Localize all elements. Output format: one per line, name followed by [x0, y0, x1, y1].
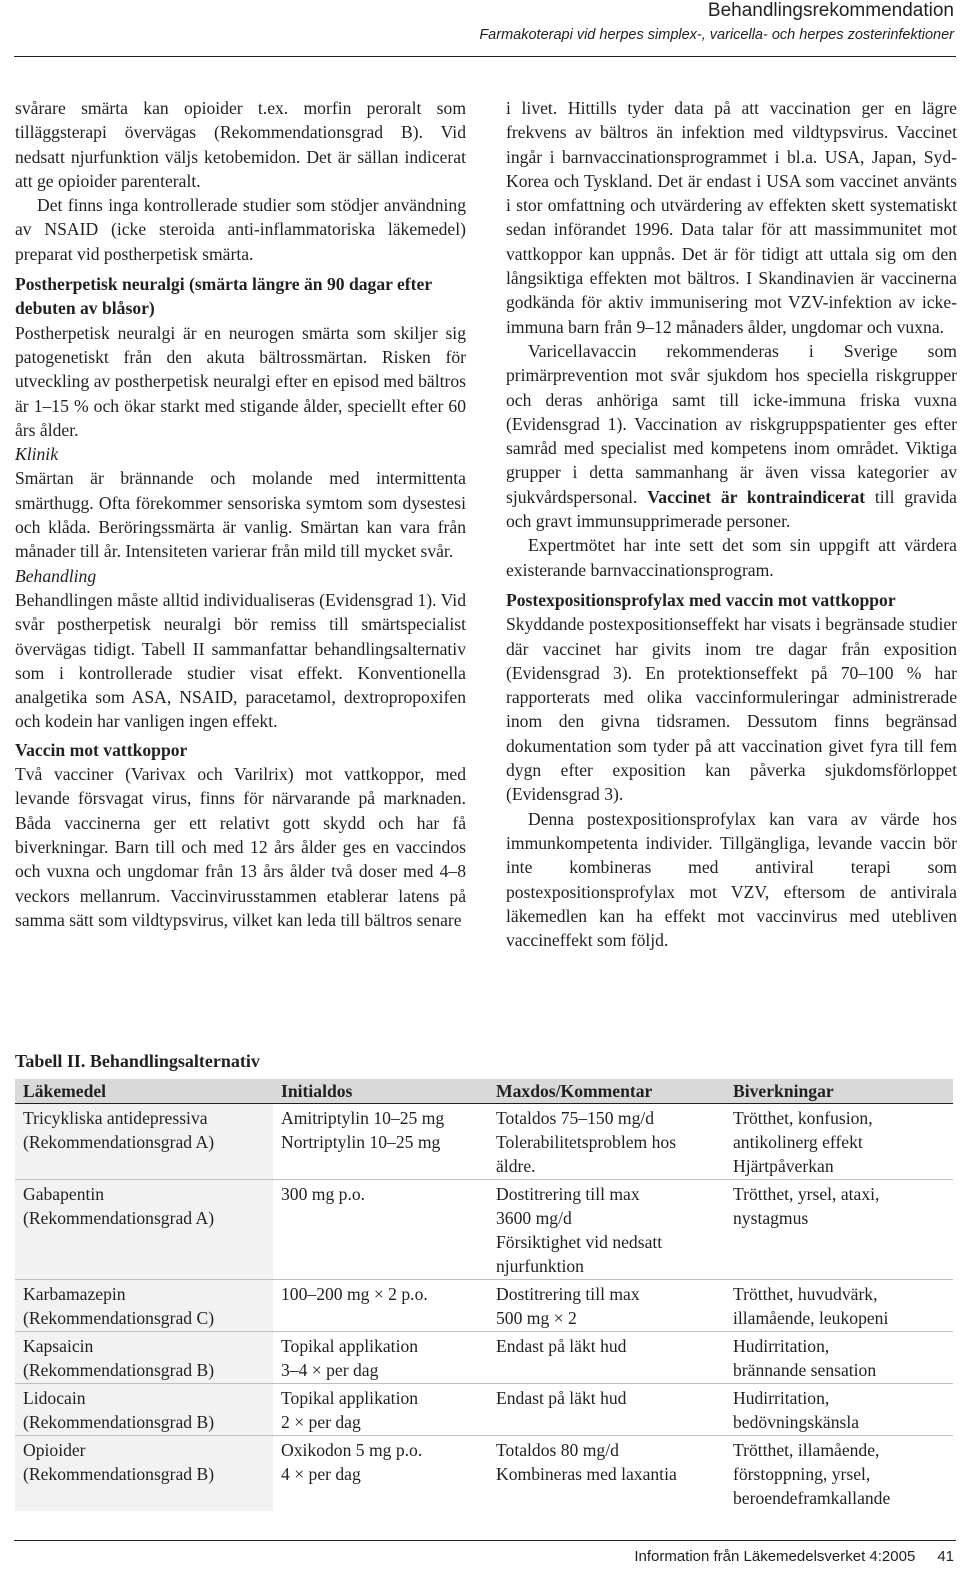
column-header: Biverkningar: [725, 1079, 953, 1104]
table-row: [15, 1384, 953, 1436]
subheading: Behandling: [15, 565, 97, 586]
paragraph: Det finns inga kontrollerade studier som stödjer användning av NSAID (icke steroida anti-inflammatoriska läkemedel) preparat vid postherpetisk smärta.: [15, 195, 466, 264]
subheading: Klinik: [15, 444, 59, 465]
cell-line: illamående, leukopeni: [733, 1308, 889, 1328]
table-cell: [273, 1180, 488, 1280]
paragraph-text: Varicellavaccin rekommenderas i Sverige som primärprevention mot svår sjukdom hos speciella riskgrupper och deras anhöriga samt till icke-immuna friska vuxna (Evidensgrad 1). Vaccination av riskgruppspatienter ges efter samråd med specialist med kompetens inom området. Viktiga grupper i detta sammanhang är även vissa kategorier av sjukvårdspersonal.: [506, 340, 957, 507]
paragraph: Smärtan är brännande och molande med intermittenta smärthugg. Ofta förekommer sensoriska symtom som dysestesi och klåda. Beröringssmärta är vanlig. Smärtan kan vara från månader till år. Intensiteten varierar från mild till mycket svår.: [15, 468, 466, 562]
cell-line: Kombineras med laxantia: [496, 1464, 677, 1484]
column-header: Maxdos/Kommentar: [488, 1079, 725, 1104]
cell-line: äldre.: [496, 1156, 536, 1176]
cell-line: (Rekommendationsgrad B): [23, 1360, 215, 1380]
cell-line: Trötthet, huvudvärk,: [733, 1284, 878, 1304]
paragraph: [506, 339, 957, 533]
cell-line: antikolinerg effekt: [733, 1132, 863, 1152]
cell-line: Endast på läkt hud: [496, 1388, 627, 1408]
section-heading: Postherpetisk neuralgi (smärta längre än 90 dagar efter debuten av blåsor): [15, 274, 432, 319]
footer: [634, 1548, 954, 1565]
table-row: [15, 1280, 953, 1332]
paragraph: Denna postexpositionsprofylax kan vara av värde hos immunkompetenta individer. Tillgängliga, levande vaccin bör inte kombineras med antiviral terapi som postexpositionsprofylax mot VZV, eftersom de antivirala läkemedlen kan ha effekt mot vaccinvirus med utebliven vaccineffekt som följd.: [506, 808, 957, 951]
cell-line: Trötthet, yrsel, ataxi,: [733, 1184, 880, 1204]
table-cell: [273, 1280, 488, 1332]
table-cell: [725, 1180, 953, 1280]
paragraph: Postherpetisk neuralgi är en neurogen smärta som skiljer sig patogenetiskt från den akuta bältrossmärtan. Risken för utveckling av postherpetisk neuralgi efter en episod med bältros är 1–15 % och ökar starkt med stigande ålder, speciellt efter 60 års ålder.: [15, 322, 466, 440]
cell-line: Hudirritation,: [733, 1336, 830, 1356]
cell-line: Dostitrering till max: [496, 1184, 640, 1204]
cell-line: Opioider: [23, 1440, 86, 1460]
column-header: Initialdos: [273, 1079, 488, 1104]
cell-line: Hudirritation,: [733, 1388, 830, 1408]
table-row: [15, 1436, 953, 1512]
cell-line: Karbamazepin: [23, 1284, 126, 1304]
table-cell: [273, 1384, 488, 1436]
table-cell: [15, 1104, 273, 1180]
footer-source: Information från Läkemedelsverket 4:2005: [634, 1548, 916, 1565]
table-row: [15, 1180, 953, 1280]
cell-line: nystagmus: [733, 1208, 809, 1228]
table-cell: [488, 1436, 725, 1512]
table-cell: [725, 1436, 953, 1512]
cell-line: (Rekommendationsgrad B): [23, 1412, 215, 1432]
cell-line: Endast på läkt hud: [496, 1336, 627, 1356]
table-cell: [725, 1280, 953, 1332]
cell-line: 500 mg × 2: [496, 1308, 577, 1328]
cell-line: Totaldos 80 mg/d: [496, 1440, 619, 1460]
section-heading: Vaccin mot vattkoppor: [15, 739, 188, 760]
table-cell: [15, 1384, 273, 1436]
paragraph-text: till gravida och gravt immunsupprimerade personer.: [506, 486, 957, 532]
cell-line: beroendeframkallande: [733, 1488, 891, 1508]
cell-line: bedövningskänsla: [733, 1412, 860, 1432]
running-header-title: Behandlingsrekommendation: [707, 0, 954, 21]
paragraph: Expertmötet har inte sett det som sin uppgift att värdera existerande barnvaccinationsprogram.: [506, 535, 957, 580]
cell-line: 3600 mg/d: [496, 1208, 572, 1228]
cell-line: (Rekommendationsgrad A): [23, 1208, 215, 1228]
cell-line: Amitriptylin 10–25 mg: [281, 1108, 445, 1128]
cell-line: Hjärtpåverkan: [733, 1156, 834, 1176]
table-cell: [725, 1332, 953, 1384]
cell-line: Lidocain: [23, 1388, 86, 1408]
paragraph: Två vacciner (Varivax och Varilrix) mot vattkoppor, med levande försvagat virus, finns för närvarande på marknaden. Båda vaccinerna ger ett relativt gott skydd och har få biverkningar. Barn till och med 12 års ålder ges en vaccindos och vuxna och ungdomar från 13 års ålder två doser med 4–8 veckors mellanrum. Vaccinvirusstammen etablerar latens på samma sätt som vildtypsvirus, vilket kan leda till bältros senare: [15, 764, 466, 930]
table-cell: [488, 1180, 725, 1280]
cell-line: (Rekommendationsgrad A): [23, 1132, 215, 1152]
header-divider: [14, 56, 956, 57]
table-row: [15, 1104, 953, 1180]
cell-line: brännande sensation: [733, 1360, 877, 1380]
cell-line: Trötthet, konfusion,: [733, 1108, 873, 1128]
cell-line: (Rekommendationsgrad B): [23, 1464, 215, 1484]
table-cell: [488, 1332, 725, 1384]
table-body: [15, 1104, 953, 1512]
cell-line: 2 × per dag: [281, 1412, 361, 1432]
table-row: [15, 1332, 953, 1384]
cell-line: Nortriptylin 10–25 mg: [281, 1132, 441, 1152]
cell-line: Oxikodon 5 mg p.o.: [281, 1440, 423, 1460]
table-cell: [15, 1280, 273, 1332]
cell-line: Tricykliska antidepressiva: [23, 1108, 208, 1128]
running-header-subtitle: Farmakoterapi vid herpes simplex-, varicella- och herpes zosterinfektioner: [479, 27, 954, 43]
cell-line: Trötthet, illamående,: [733, 1440, 880, 1460]
right-column: [506, 96, 957, 952]
table-title: Tabell II. Behandlingsalternativ: [15, 1051, 260, 1071]
cell-line: Kapsaicin: [23, 1336, 94, 1356]
cell-line: 100–200 mg × 2 p.o.: [281, 1284, 428, 1304]
bold-emphasis: Vaccinet är kontraindicerat: [647, 486, 866, 507]
cell-line: 3–4 × per dag: [281, 1360, 379, 1380]
cell-line: 4 × per dag: [281, 1464, 361, 1484]
column-header: Läkemedel: [15, 1079, 273, 1104]
cell-line: förstoppning, yrsel,: [733, 1464, 871, 1484]
cell-line: Gabapentin: [23, 1184, 105, 1204]
cell-line: Totaldos 75–150 mg/d: [496, 1108, 655, 1128]
table-cell: [488, 1104, 725, 1180]
table-cell: [15, 1180, 273, 1280]
table-cell: [273, 1332, 488, 1384]
cell-line: njurfunktion: [496, 1256, 584, 1276]
table-cell: [725, 1384, 953, 1436]
footer-divider: [14, 1540, 956, 1541]
cell-line: Topikal applikation: [281, 1336, 419, 1356]
paragraph: Skyddande postexpositionseffekt har visats i begränsade studier där vaccinet har givits inom tre dagar från exposition (Evidensgrad 3). En protektionseffekt på 70–100 % har rapporterats med olika vaccinformuleringar administrerade inom den givna tidsramen. Dessutom finns begränsad dokumentation som tyder på att vaccination givet fyra till fem dygn efter exposition kan påverka sjukdomsförloppet (Evidensgrad 3).: [506, 614, 957, 805]
treatment-table: [15, 1079, 953, 1511]
table-cell: [488, 1384, 725, 1436]
paragraph: Behandlingen måste alltid individualiseras (Evidensgrad 1). Vid svår postherpetisk neuralgi bör remiss till smärtspecialist övervägas tidigt. Tabell II sammanfattar behandlingsalternativ som i kontrollerade studier visat effekt. Konventionella analgetika som ASA, NSAID, paracetamol, dextropropoxifen och kodein har vanligen ingen effekt.: [15, 589, 466, 732]
page-number: 41: [937, 1548, 954, 1565]
table-header-row: [15, 1079, 953, 1104]
cell-line: 300 mg p.o.: [281, 1184, 366, 1204]
table-cell: [15, 1436, 273, 1512]
table-cell: [273, 1436, 488, 1512]
cell-line: Dostitrering till max: [496, 1284, 640, 1304]
left-column: [15, 96, 466, 932]
paragraph: svårare smärta kan opioider t.ex. morfin peroralt som tilläggsterapi övervägas (Rekommendationsgrad B). Vid nedsatt njurfunktion väljs ketobemidon. Det är sällan indicerat att ge opioider parenteralt.: [15, 98, 466, 191]
cell-line: (Rekommendationsgrad C): [23, 1308, 215, 1328]
section-heading: Postexpositionsprofylax med vaccin mot vattkoppor: [506, 589, 896, 610]
table-cell: [15, 1332, 273, 1384]
cell-line: Topikal applikation: [281, 1388, 419, 1408]
table-cell: [488, 1280, 725, 1332]
cell-line: Tolerabilitetsproblem hos: [496, 1132, 677, 1152]
cell-line: Försiktighet vid nedsatt: [496, 1232, 663, 1252]
paragraph: i livet. Hittills tyder data på att vaccination ger en lägre frekvens av bältros än infektion med vildtypsvirus. Vaccinet ingår i barnvaccinationsprogrammet i bl.a. USA, Japan, Syd-Korea och Tyskland. Det är endast i USA som vaccinet använts i stor omfattning och utvärdering av effekten skett systematiskt sedan införandet 1996. Data talar för att massimmunitet mot vattkoppor kan uppnås. Det är för tidigt att uttala sig om den långsiktiga effekten mot bältros. I Skandinavien är vaccinerna godkända för aktiv immunisering mot VZV-infektion av icke-immuna barn från 9–12 månaders ålder, ungdomar och vuxna.: [506, 98, 957, 337]
table-cell: [273, 1104, 488, 1180]
table-cell: [725, 1104, 953, 1180]
